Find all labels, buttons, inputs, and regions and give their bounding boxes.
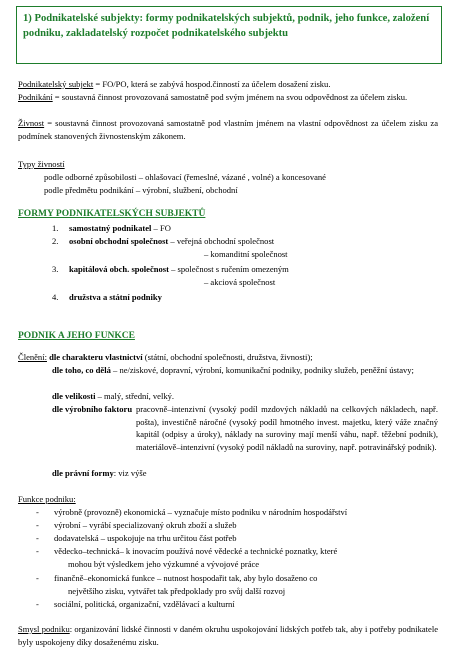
item-rest: – společnost s ručením omezeným [168,264,289,274]
heading-text: Funkce podniku: [18,494,76,504]
bullet-dash: - [36,599,39,609]
formy-item-3-sub: – akciová společnost [204,277,276,287]
item-number: 3. [52,264,59,274]
section-heading-formy: FORMY PODNIKATELSKÝCH SUBJEKTŮ [18,209,206,219]
bullet-dash: - [36,533,39,543]
bullet-dash: - [36,507,39,517]
definition-zivnost [18,117,438,142]
formy-item-3 [52,263,289,276]
criterion-text: : viz výše [113,468,147,478]
item-number: 2. [52,236,59,246]
funkce-item: dodavatelská – uspokojuje na trhu určitou část potřeb [54,533,237,543]
item-label: samostatný podnikatel [69,223,152,233]
funkce-item: výrobně (provozně) ekonomická – vyznačuje místo podniku v národním hospodářství [54,507,348,517]
funkce-item-cont: největšího zisku, vytvářet tak předpoklady pro svůj další rozvoj [68,586,286,596]
item-number: 1. [52,223,59,233]
cleneni-label: Členění: [18,352,47,362]
funkce-item: sociální, politická, organizační, vzdělávací a kulturní [54,599,235,609]
bullet-dash: - [36,520,39,530]
item-number: 4. [52,292,59,302]
criterion-pravni [52,467,438,480]
typy-line-2: podle předmětu podnikání – výrobní, službení, obchodní [44,185,238,195]
definition-text: = FO/PO, která se zabývá hospod.činností za účelem dosažení zisku. [93,79,331,89]
criterion-text: (státní, obchodní společnosti, družstva, živnosti); [142,352,313,362]
section-heading-podnik: PODNIK A JEHO FUNKCE [18,331,135,341]
cleneni-line [18,351,438,364]
funkce-item: finančně–ekonomická funkce – nutnost hospodařit tak, aby bylo dosaženo co [54,573,318,583]
item-label: družstva a státní podniky [69,292,162,302]
funkce-item: vědecko–technická– k inovacím používá nové vědecké a technické poznatky, které [54,546,338,556]
term: Podnikání [18,92,53,102]
item-rest: – veřejná obchodní společnost [168,236,275,246]
criterion-cinnost [18,364,438,377]
page-title: 1) Podnikatelské subjekty: formy podnikatelských subjektů, podnik, jeho funkce, založení podniku, zakladatelský rozpočet podnikatelského subjektu [23,13,430,39]
title-box [16,6,442,64]
heading-text: Typy živností [18,159,65,169]
formy-item-1 [52,222,171,235]
formy-item-2-sub: – komanditní společnost [204,249,288,259]
formy-item-2 [52,235,275,248]
bullet-dash: - [36,546,39,556]
criterion-text: – malý, střední, velký. [95,391,175,401]
smysl-label: Smysl podniku [18,624,70,634]
criterion-vyrobni-text: pracovně–intenzivní (vysoký podíl mzdových nákladů na celkových nákladech, např. pošta), investičně náročné (vysoký podíl hmotného invest. majetku, který váže značný kapitál (odpisy a úroky), náklady na suroviny mají menší váhu, např. těžební podnik), materiálově–intenzivní (vysoký podíl nákladů na suroviny, např. potravinářský podnik). [136,404,438,453]
definition-text: = soustavná činnost provozovaná samostatně pod svým jménem na svou odpovědnost za účelem zisku. [52,92,408,102]
criterion-text: – ne/ziskové, dopravní, výrobní, komunikační podniky, podniky služeb, peněžní ústavy; [110,365,414,375]
smysl-paragraph [18,623,438,648]
definition-subjekt [18,78,438,91]
smysl-text: : organizování lidské činnosti v daném okruhu uspokojování lidských potřeb tak, aby i potřeby podnikatele byly uspokojeny díky dosaženému zisku. [18,624,438,647]
typy-zivnosti-heading [18,158,438,171]
criterion-label: dle toho, co dělá [52,365,111,375]
definition-podnikani [18,91,438,104]
criterion-velikost [52,390,438,403]
criterion-label: dle charakteru vlastnictví [49,352,143,362]
funkce-heading [18,493,438,506]
formy-item-4 [52,291,162,304]
item-label: osobní obchodní společnost [69,236,169,246]
term: Živnost [18,118,45,128]
funkce-item: výrobní – vyrábí specializovaný okruh zboží a služeb [54,520,237,530]
item-label: kapitálová obch. společnost [69,264,169,274]
item-rest: – FO [151,223,171,233]
funkce-item-cont: mohou být výsledkem jeho výzkumné a vývojové práce [68,559,260,569]
typy-line-1: podle odborné způsobilosti – ohlašovací (řemeslné, vázané , volné) a koncesované [44,172,326,182]
bullet-dash: - [36,573,39,583]
definition-text: = soustavná činnost provozovaná samostatně pod vlastním jménem na vlastní odpovědnost za účelem zisku za podmínek stanovených živnostenským zákonem. [18,118,438,141]
criterion-label: dle velikosti [52,391,96,401]
term: Podnikatelský subjekt [18,79,94,89]
criterion-label: dle právní formy [52,468,114,478]
criterion-label: dle výrobního faktoru [52,404,133,414]
